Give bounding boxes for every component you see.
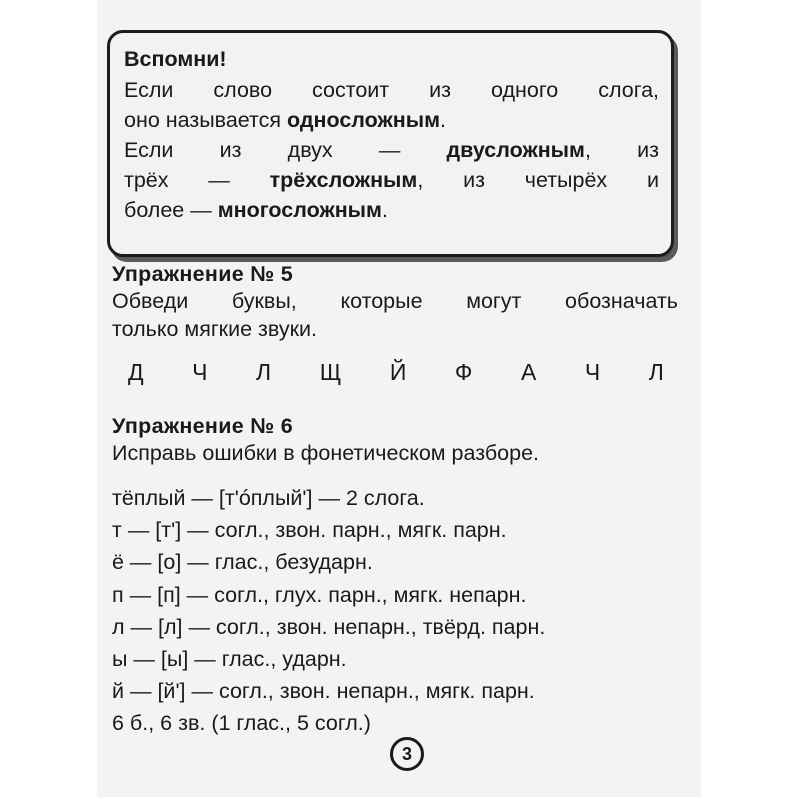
exercise-5-heading: Упражнение № 5 [112,262,294,286]
letter-item[interactable]: Л [256,359,272,385]
term-monosyllabic: односложным [287,108,441,132]
remember-line-5: более — многосложным. [124,198,388,222]
remember-line-4: трёх — трёхсложным, из четырёх и [124,168,659,192]
analysis-line[interactable]: л — [л] — согл., звон. непарн., твёрд. парн. [112,614,546,639]
letter-item[interactable]: Щ [319,359,342,385]
remember-line-3: Если из двух — двусложным, из [124,138,659,162]
remember-line-2: оно называется односложным. [124,108,447,132]
phonetic-analysis [112,482,692,740]
letter-item[interactable]: Ч [584,359,601,385]
analysis-line[interactable]: ы — [ы] — глас., ударн. [112,647,347,672]
analysis-line[interactable]: ё — [о] — глас., безударн. [112,550,373,575]
remember-title: Вспомни! [124,47,227,71]
term-disyllabic: двусложным [446,138,585,162]
letter-item[interactable]: А [520,359,537,385]
term-trisyllabic: трёхсложным [269,168,418,192]
letter-item[interactable]: Ч [192,359,208,385]
term-polysyllabic: многосложным [217,198,382,222]
analysis-line[interactable]: тёплый — [т'óплый'] — 2 слога. [112,486,425,510]
page-number-badge: 3 [390,737,424,771]
analysis-line[interactable]: т — [т'] — согл., звон. парн., мягк. парн. [112,518,507,543]
analysis-line[interactable]: п — [п] — согл., глух. парн., мягк. непарн. [112,582,527,607]
analysis-summary[interactable]: 6 б., 6 зв. (1 глас., 5 согл.) [112,711,371,736]
exercise-5-task-line-1: Обведи буквы, которые могут обозначать [112,289,678,313]
remember-line-1: Если слово состоит из одного слога, [124,78,659,102]
exercise-6-heading: Упражнение № 6 [112,414,294,438]
exercise-6-task: Исправь ошибки в фонетическом разборе. [112,441,540,465]
letter-item[interactable]: Л [648,359,664,385]
remember-box [107,30,674,257]
letters-row [128,359,664,386]
letter-item[interactable]: Ф [454,359,473,385]
analysis-line[interactable]: й — [й'] — согл., звон. непарн., мягк. парн. [112,679,535,704]
letter-item[interactable]: Д [128,359,144,385]
letter-item[interactable]: Й [389,359,407,385]
exercise-5-task-line-2: только мягкие звуки. [112,317,317,341]
